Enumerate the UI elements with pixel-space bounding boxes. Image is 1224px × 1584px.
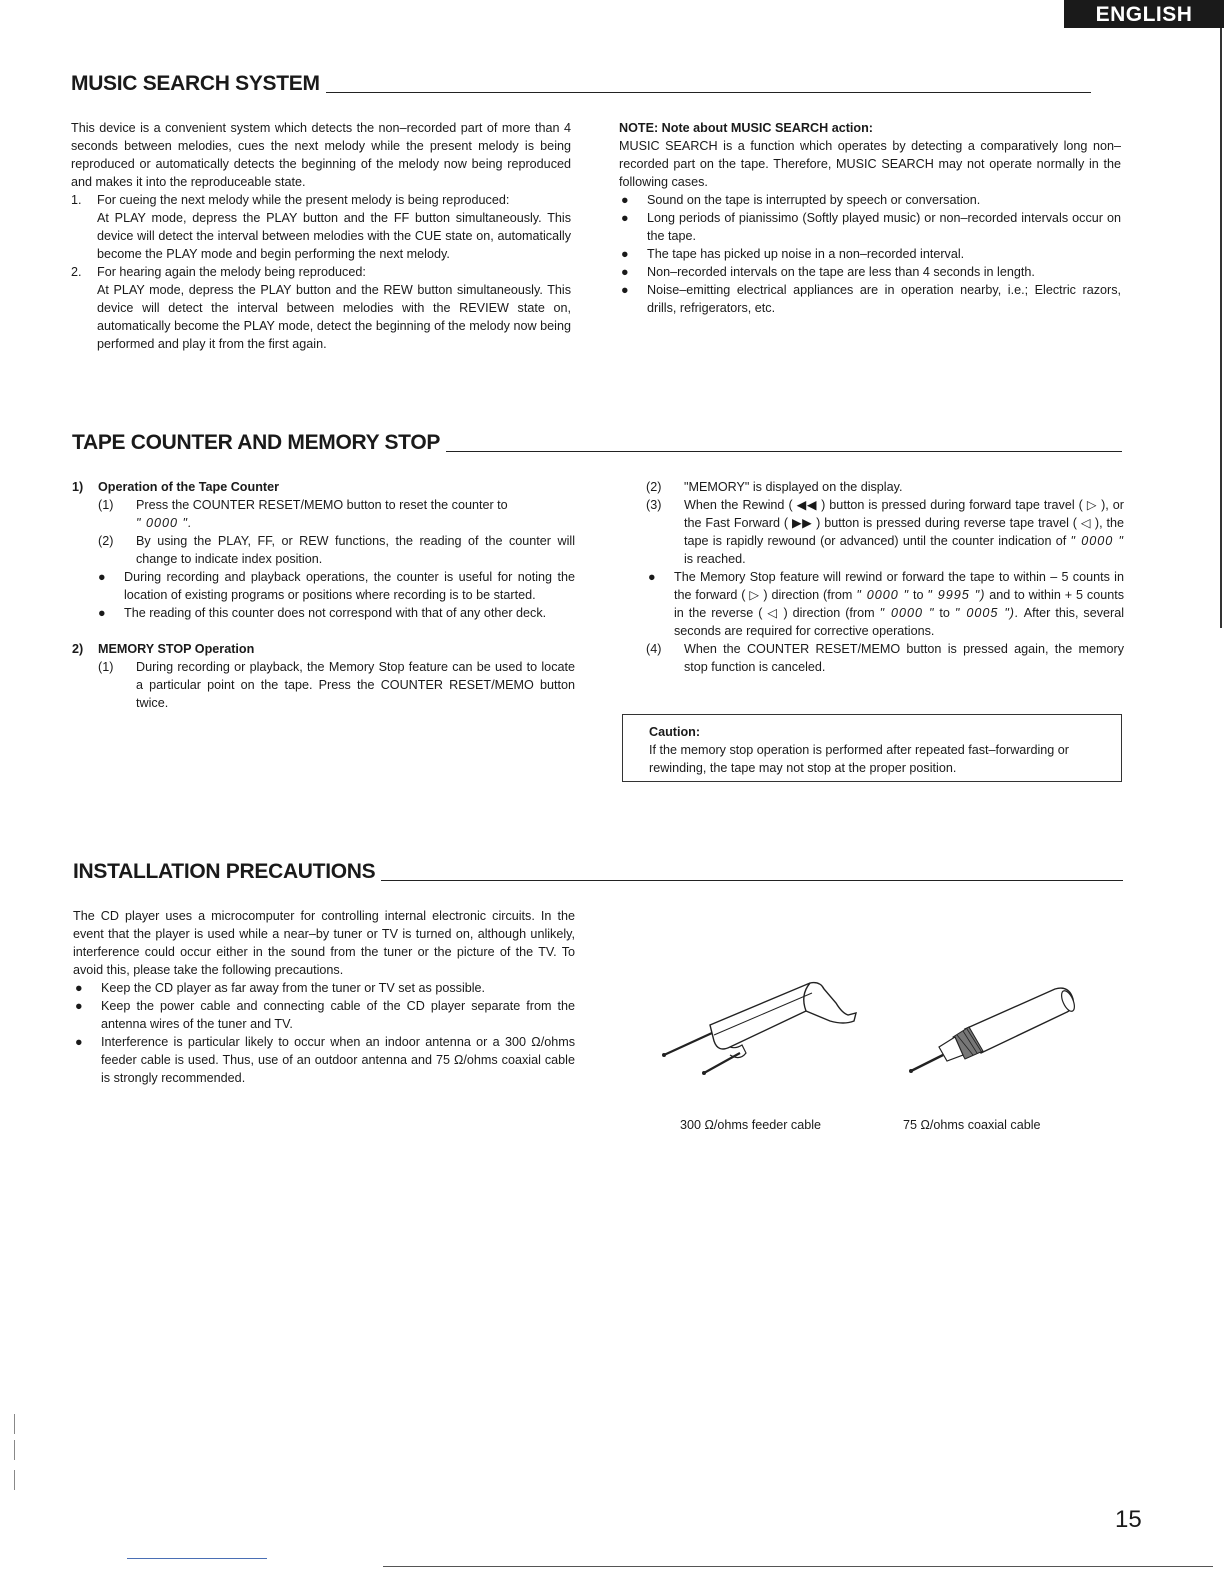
bullet-icon: ● [75, 981, 83, 995]
feeder-cable-caption: 300 Ω/ohms feeder cable [680, 1118, 822, 1132]
item-number: 1. [71, 193, 82, 207]
counter-display-value: " 0005 "). [954, 606, 1020, 620]
tape-counter-left-column [72, 478, 575, 712]
memory-stop-bullet: ● The Memory Stop feature will rewind or forward the tape to within – 5 counts in the forward ( ▷ ) direction (from " 0000 " to " 9995 ") and to within + 5 counts in the reverse ( ◁ ) direction (from " 0000 " to " 0005 "). After this, several seconds are required for corrective operations. [648, 570, 1125, 638]
item-text: At PLAY mode, depress the PLAY button and the REW button simultaneously. This device will detect the interval between melodies with the REVIEW state on, automatically become the PLAY mode, detect the beginning of the melody now being performed and play it from the first again. [97, 283, 571, 351]
coaxial-cable-caption: 75 Ω/ohms coaxial cable [903, 1118, 1041, 1132]
bullet-icon: ● [98, 570, 106, 584]
bullet-icon: ● [621, 283, 629, 297]
feeder-cable-illustration [660, 975, 870, 1085]
bullet-icon: ● [621, 211, 629, 225]
coaxial-cable-illustration [905, 985, 1080, 1077]
music-search-title: MUSIC SEARCH SYSTEM [71, 72, 320, 95]
installation-bullet: ● Interference is particular likely to occur when an indoor antenna or a 300 Ω/ohms feeder cable is used. Thus, use of an outdoor antenna and 75 Ω/ohms coaxial cable is strongly recommended. [75, 1035, 575, 1085]
note-intro: MUSIC SEARCH is a function which operates by detecting a comparatively long non–recorded part on the tape. Therefore, MUSIC SEARCH may not operate normally in the following cases. [619, 139, 1121, 189]
counter-display-value: " 0000 " [1070, 534, 1124, 548]
tape-counter-right-column [646, 478, 1124, 676]
note-bullet: ● The tape has picked up noise in a non–recorded interval. [621, 247, 965, 261]
memory-stop-step: (4) When the COUNTER RESET/MEMO button is pressed again, the memory stop function is canceled. [646, 642, 1124, 674]
heading-rule [381, 880, 1123, 881]
memory-stop-step: (3) When the Rewind ( ◀◀ ) button is pressed during forward tape travel ( ▷ ), or the Fast Forward ( ▶▶ ) button is pressed during reverse tape travel ( ◁ ), the tape is rapidly rewound (or advanced) until the counter indication of " 0000 " is reached. [646, 498, 1124, 566]
counter-display-value: " 0000 ". [136, 516, 193, 530]
counter-display-value: " 9995 ") [927, 588, 986, 602]
tape-counter-title: TAPE COUNTER AND MEMORY STOP [72, 431, 441, 454]
installation-column [73, 907, 575, 1087]
note-title: NOTE: Note about MUSIC SEARCH action: [619, 121, 873, 135]
footer-rule [127, 1558, 267, 1559]
language-tab: ENGLISH [1064, 0, 1224, 28]
margin-mark [14, 1440, 15, 1460]
item-text: At PLAY mode, depress the PLAY button and the FF button simultaneously. This device will detect the interval between melodies with the CUE state on, automatically become the PLAY mode and begin performing the next melody. [97, 211, 571, 261]
music-search-intro: This device is a convenient system which detects the non–recorded part of more than 4 seconds between melodies, cues the next melody while the present melody is being reproduced or automatically detects the beginning of the melody now being reproduced and makes it into the reproduceable state. [71, 121, 571, 189]
music-search-left-column [71, 119, 571, 353]
note-bullet: ● Non–recorded intervals on the tape are less than 4 seconds in length. [621, 265, 1035, 279]
installation-heading [73, 860, 1123, 884]
installation-bullet: ● Keep the power cable and connecting cable of the CD player separate from the antenna wires of the tuner and TV. [75, 999, 575, 1031]
note-bullet: ● Long periods of pianissimo (Softly played music) or non–recorded intervals occur on the tape. [621, 211, 1121, 243]
bullet-icon: ● [621, 247, 629, 261]
footer-rule [383, 1566, 1213, 1567]
memory-stop-step: (1) During recording or playback, the Memory Stop feature can be used to locate a particular point on the tape. Press the COUNTER RESET/MEMO button twice. [98, 660, 575, 710]
page-number: 15 [1115, 1506, 1142, 1533]
tape-counter-bullet: ● The reading of this counter does not correspond with that of any other deck. [72, 604, 575, 622]
note-bullet: ● Noise–emitting electrical appliances are in operation nearby, i.e.; Electric razors, drills, refrigerators, etc. [621, 283, 1121, 315]
margin-mark [14, 1470, 15, 1490]
music-search-note-column [619, 119, 1121, 317]
caution-text: If the memory stop operation is performed after repeated fast–forwarding or rewinding, the tape may not stop at the proper position. [649, 743, 1070, 775]
bullet-icon: ● [648, 570, 656, 584]
bullet-icon: ● [621, 265, 629, 279]
music-search-item-2 [71, 263, 571, 353]
music-search-item-1 [71, 191, 571, 263]
memory-stop-subheading: 2) MEMORY STOP Operation [72, 642, 255, 656]
item-number: 2. [71, 265, 82, 279]
installation-title: INSTALLATION PRECAUTIONS [73, 860, 376, 883]
counter-display-value: " 0000 " [879, 606, 935, 620]
item-lead: For hearing again the melody being reproduced: [97, 265, 366, 279]
note-bullet: ● Sound on the tape is interrupted by speech or conversation. [621, 193, 981, 207]
bullet-icon: ● [75, 999, 83, 1013]
installation-bullet: ● Keep the CD player as far away from the tuner or TV set as possible. [75, 981, 486, 995]
heading-rule [326, 92, 1091, 93]
tape-counter-bullet: ● During recording and playback operations, the counter is useful for noting the location of existing programs or positions where recording is to be started. [72, 568, 575, 604]
bullet-icon: ● [621, 193, 629, 207]
tape-counter-step: (1) Press the COUNTER RESET/MEMO button to reset the counter to " 0000 ". [98, 498, 508, 530]
caution-title: Caution: [649, 725, 701, 739]
music-search-heading [71, 72, 1091, 96]
right-edge-rule [1220, 28, 1222, 628]
tape-counter-step: (2) By using the PLAY, FF, or REW functions, the reading of the counter will change to indicate index position. [98, 534, 575, 566]
item-lead: For cueing the next melody while the present melody is being reproduced: [97, 193, 510, 207]
caution-box [622, 714, 1122, 782]
tape-counter-heading [72, 431, 1122, 455]
margin-mark [14, 1414, 15, 1434]
bullet-icon: ● [98, 606, 106, 620]
counter-display-value: " 0000 " [856, 588, 910, 602]
memory-stop-step: (2) "MEMORY" is displayed on the display. [646, 480, 903, 494]
installation-intro: The CD player uses a microcomputer for controlling internal electronic circuits. In the event that the player is used while a near–by tuner or TV is turned on, although unlikely, interference could occur either in the sound from the tuner or the picture of the TV. To avoid this, please take the following precautions. [73, 909, 575, 977]
bullet-icon: ● [75, 1035, 83, 1049]
heading-rule [446, 451, 1122, 452]
tape-counter-subheading: 1) Operation of the Tape Counter [72, 480, 279, 494]
